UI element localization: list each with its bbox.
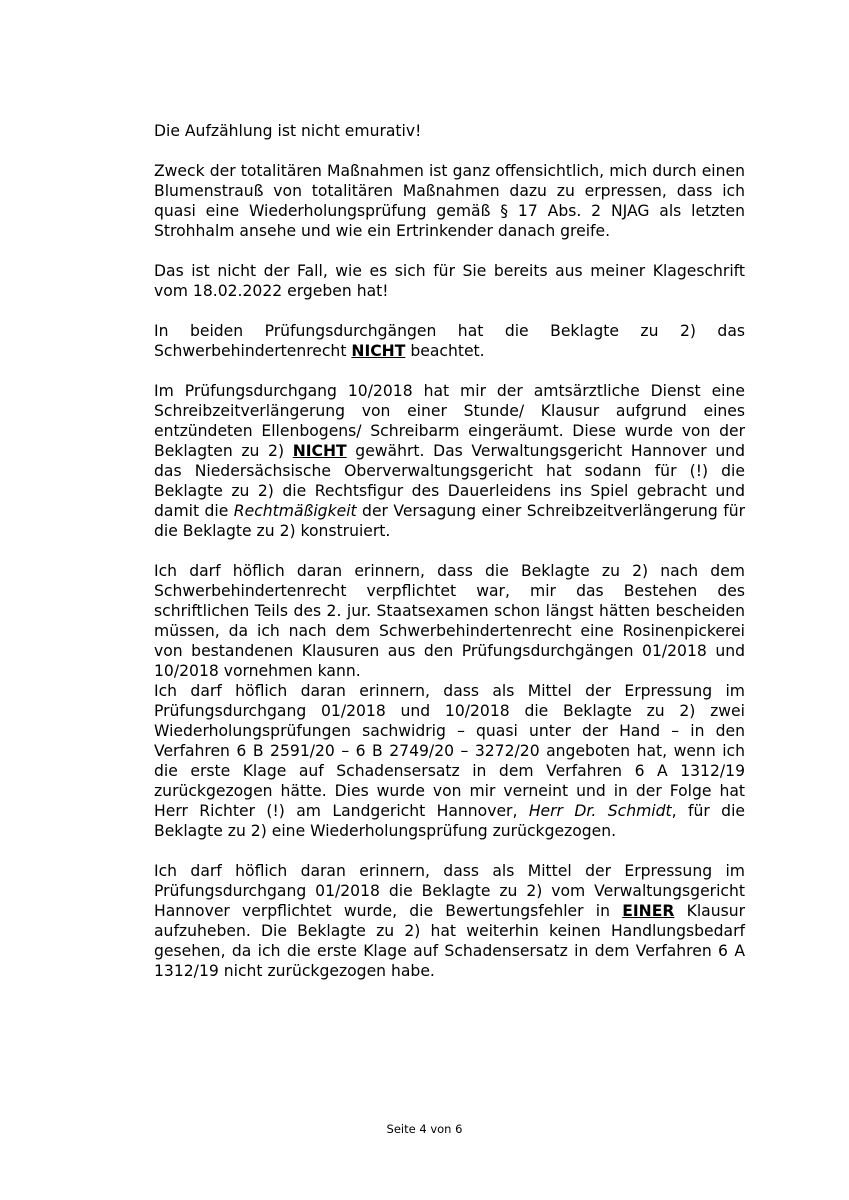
paragraph-4-text-c: beachtet.	[405, 342, 485, 360]
page-footer: Seite 4 von 6	[386, 1122, 463, 1136]
paragraph-4-emphasis: NICHT	[351, 342, 406, 360]
paragraph-8-emphasis: EINER	[622, 902, 675, 920]
paragraph-7-text-a: Ich darf höflich daran erinnern, dass als Mittel der Erpressung im Prüfungsdurchgang 01/2018 und 10/2018 die Beklagte zu 2) zwei Wiederholungsprüfungen sachwidrig – quasi unter der Hand – in den Verfahren 6 B 2591/20 – 6 B 2749/20 – 3272/20 angeboten hat, wenn ich die erste Klage auf Schadensersatz in dem Verfahren 6 A 1312/19 zurückgezogen hätte. Dies wurde von mir verneint und in der Folge hat Herr Richter (!) am Landgericht Hannover,	[154, 682, 745, 820]
paragraph-7	[154, 681, 745, 841]
paragraph-7-italic: Herr Dr. Schmidt	[528, 802, 672, 820]
paragraph-6: Ich darf höflich daran erinnern, dass die Beklagte zu 2) nach dem Schwerbehindertenrecht verpflichtet war, mir das Bestehen des schriftlichen Teils des 2. jur. Staatsexamen schon längst hätten bescheiden müssen, da ich nach dem Schwerbehindertenrecht eine Rosinenpickerei von bestandenen Klausuren aus den Prüfungsdurchgängen 01/2018 und 10/2018 vornehmen kann.	[154, 562, 745, 680]
paragraph-5-emphasis: NICHT	[292, 442, 347, 460]
document-body	[154, 121, 745, 1001]
paragraph-8	[154, 861, 745, 981]
paragraph-5-italic: Rechtmäßigkeit	[233, 502, 357, 520]
paragraph-3: Das ist nicht der Fall, wie es sich für Sie bereits aus meiner Klageschrift vom 18.02.2022 ergeben hat!	[154, 262, 745, 300]
paragraph-4-text-a: In beiden Prüfungsdurchgängen hat die Beklagte zu 2) das Schwerbehindertenrecht	[154, 322, 745, 360]
paragraph-5-text-c: gewährt. Das Verwaltungsgericht Hannover und das Niedersächsische Oberverwaltungsgericht hat sodann für (!) die Beklagte zu 2) die Rechtsfigur des Dauerleidens ins Spiel gebracht und damit die	[154, 442, 745, 520]
paragraph-1: Die Aufzählung ist nicht emurativ!	[154, 122, 422, 140]
paragraph-5-text-a: Im Prüfungsdurchgang 10/2018 hat mir der amtsärztliche Dienst eine Schreibzeitverlängerung von einer Stunde/ Klausur aufgrund eines entzündeten Ellenbogens/ Schreibarm eingeräumt. Diese wurde von der Beklagten zu 2)	[154, 382, 745, 460]
paragraph-8-text-c: Klausur aufzuheben. Die Beklagte zu 2) hat weiterhin keinen Handlungsbedarf gesehen, da ich die erste Klage auf Schadensersatz in dem Verfahren 6 A 1312/19 nicht zurückgezogen habe.	[154, 902, 746, 980]
paragraph-4	[154, 321, 745, 361]
paragraph-8-text-a: Ich darf höflich daran erinnern, dass als Mittel der Erpressung im Prüfungsdurchgang 01/2018 die Beklagte zu 2) vom Verwaltungsgericht Hannover verpflichtet wurde, die Bewertungsfehler in	[154, 862, 745, 920]
paragraph-7-text-c: , für die Beklagte zu 2) eine Wiederholungsprüfung zurückgezogen.	[154, 802, 746, 840]
paragraph-5-text-e: der Versagung einer Schreibzeitverlängerung für die Beklagte zu 2) konstruiert.	[154, 502, 745, 540]
paragraph-5	[154, 381, 745, 541]
paragraph-2: Zweck der totalitären Maßnahmen ist ganz offensichtlich, mich durch einen Blumenstrauß von totalitären Maßnahmen dazu zu erpressen, dass ich quasi eine Wiederholungsprüfung gemäß § 17 Abs. 2 NJAG als letzten Strohhalm ansehe und wie ein Ertrinkender danach greife.	[154, 162, 745, 240]
